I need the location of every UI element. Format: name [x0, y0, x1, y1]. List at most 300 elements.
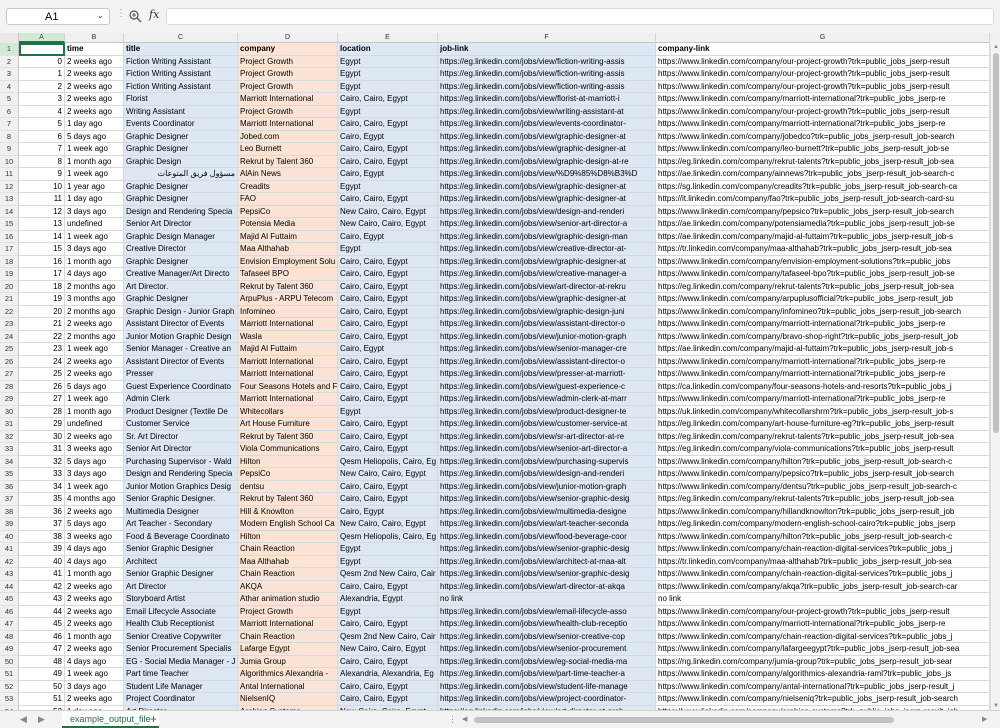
cell-job-link[interactable]: no link [438, 593, 656, 606]
row-number[interactable]: 34 [0, 456, 19, 469]
cell-title[interactable]: Junior Motion Graphic Design [124, 331, 238, 344]
cell-location[interactable]: Cairo, Cairo, Egypt [338, 681, 438, 694]
cell-company-link[interactable]: https://www.linkedin.com/company/our-project-growth?trk=public_jobs_jserp-result [656, 106, 990, 119]
cell-job-link[interactable]: https://eg.linkedin.com/jobs/view/graphic-design-at-re [438, 156, 656, 169]
cell-time[interactable]: 1 day ago [65, 193, 124, 206]
cell-company-link[interactable]: https://www.linkedin.com/company/envision-employment-solutions?trk=public_jobs [656, 256, 990, 269]
cell-location[interactable]: Cairo, Cairo, Egypt [338, 156, 438, 169]
cell-index[interactable]: 36 [19, 506, 65, 519]
cell-job-link[interactable]: https://eg.linkedin.com/jobs/view/graphic-designer-at [438, 293, 656, 306]
row-number[interactable]: 18 [0, 256, 19, 269]
cell-job-link[interactable]: https://eg.linkedin.com/jobs/view/senior-manager-cre [438, 343, 656, 356]
cell-index[interactable]: 48 [19, 656, 65, 669]
cell-job-link[interactable]: https://eg.linkedin.com/jobs/view/creative-manager-a [438, 268, 656, 281]
cell-company-link[interactable]: https://eg.linkedin.com/company/rekrut-talents?trk=public_jobs_jserp-result_job-sea [656, 431, 990, 444]
cell-time[interactable]: 1 week ago [65, 343, 124, 356]
header-cell-time[interactable]: time [65, 43, 124, 56]
cell-job-link[interactable]: https://eg.linkedin.com/jobs/view/project-coordinator- [438, 693, 656, 706]
cell-company-link[interactable]: https://www.linkedin.com/company/pepsico?trk=public_jobs_jserp-result_job-search [656, 206, 990, 219]
cell-location[interactable]: Cairo, Cairo, Egypt [338, 443, 438, 456]
row-number[interactable]: 35 [0, 468, 19, 481]
cell-location[interactable]: Cairo, Cairo, Egypt [338, 193, 438, 206]
cell-index[interactable]: 23 [19, 343, 65, 356]
cell-job-link[interactable]: https://eg.linkedin.com/jobs/view/assistant-director-o [438, 356, 656, 369]
cell-company-link[interactable]: https://eg.linkedin.com/company/art-house-furniture-eg?trk=public_jobs_jserp-result [656, 418, 990, 431]
cell-time[interactable]: 2 months ago [65, 281, 124, 294]
cell-company-link[interactable]: https://www.linkedin.com/company/marriott-international?trk=public_jobs_jserp-re [656, 393, 990, 406]
cell-company[interactable]: Jumia Group [238, 656, 338, 669]
cell-time[interactable]: 2 weeks ago [65, 506, 124, 519]
cell-company[interactable]: Majid Al Futtaim [238, 231, 338, 244]
cell-company-link[interactable]: https://www.linkedin.com/company/marriott-international?trk=public_jobs_jserp-re [656, 318, 990, 331]
cell-title[interactable]: Senior Graphic Designer. [124, 493, 238, 506]
cell-company[interactable]: Chain Reaction [238, 631, 338, 644]
cell-time[interactable]: 1 month ago [65, 568, 124, 581]
cell-company[interactable]: Algorithmics Alexandria - [238, 668, 338, 681]
cell-job-link[interactable]: https://eg.linkedin.com/jobs/view/food-beverage-coor [438, 531, 656, 544]
cell-index[interactable]: 17 [19, 268, 65, 281]
cell-company[interactable]: AKQA [238, 581, 338, 594]
cell-title[interactable]: Writing Assistant [124, 106, 238, 119]
cell-location[interactable]: Cairo, Egypt [338, 343, 438, 356]
cell-index[interactable]: 13 [19, 218, 65, 231]
cell-title[interactable]: Assistant Director of Events [124, 318, 238, 331]
cell-title[interactable]: Graphic Designer [124, 293, 238, 306]
formula-input[interactable] [166, 8, 994, 25]
row-number[interactable]: 12 [0, 181, 19, 194]
cell-title[interactable]: Purchasing Supervisor - Wald [124, 456, 238, 469]
row-number[interactable]: 1 [0, 43, 19, 56]
cell-time[interactable]: 2 weeks ago [65, 643, 124, 656]
cell-job-link[interactable]: https://eg.linkedin.com/jobs/view/graphic-designer-at [438, 193, 656, 206]
cell-company[interactable]: Marriott International [238, 618, 338, 631]
cell-company[interactable]: Rekrut by Talent 360 [238, 493, 338, 506]
cell-company-link[interactable]: https://www.linkedin.com/company/antal-international?trk=public_jobs_jserp-result_j [656, 681, 990, 694]
cell-time[interactable]: 1 month ago [65, 631, 124, 644]
cell-company[interactable]: Marriott International [238, 356, 338, 369]
cell-location[interactable]: Egypt [338, 56, 438, 69]
cell-location[interactable]: Cairo, Cairo, Egypt [338, 306, 438, 319]
cell-location[interactable]: Cairo, Egypt [338, 506, 438, 519]
header-cell-company-link[interactable]: company-link [656, 43, 990, 56]
cell-title[interactable]: Florist [124, 93, 238, 106]
cell-title[interactable]: Multimedia Designer [124, 506, 238, 519]
cell-location[interactable]: Egypt [338, 406, 438, 419]
cell-time[interactable]: 5 days ago [65, 518, 124, 531]
column-header-e[interactable]: E [338, 33, 438, 43]
cell-location[interactable]: Cairo, Egypt [338, 131, 438, 144]
cell-company[interactable]: Rekrut by Talent 360 [238, 431, 338, 444]
cell-time[interactable]: 1 month ago [65, 256, 124, 269]
cell-index[interactable]: 42 [19, 581, 65, 594]
cell-company[interactable]: Project Growth [238, 68, 338, 81]
cell-title[interactable]: Senior Art Director [124, 443, 238, 456]
cell-index[interactable]: 20 [19, 306, 65, 319]
cell-time[interactable]: 1 day ago [65, 118, 124, 131]
row-number[interactable]: 8 [0, 131, 19, 144]
cell-company-link[interactable]: https://eg.linkedin.com/company/rekrut-talents?trk=public_jobs_jserp-result_job-sea [656, 493, 990, 506]
row-number[interactable]: 13 [0, 193, 19, 206]
cell-company-link[interactable]: https://www.linkedin.com/company/lafargeegypt?trk=public_jobs_jserp-result_job-sea [656, 643, 990, 656]
cell-job-link[interactable]: https://eg.linkedin.com/jobs/view/senior-creative-cop [438, 631, 656, 644]
cell-title[interactable]: Design and Rendering Specia [124, 206, 238, 219]
row-number[interactable]: 14 [0, 206, 19, 219]
row-number[interactable]: 38 [0, 506, 19, 519]
scroll-right-icon[interactable]: ▶ [982, 716, 988, 723]
row-number[interactable]: 32 [0, 431, 19, 444]
cell-time[interactable]: 1 week ago [65, 668, 124, 681]
cell-company-link[interactable]: https://www.linkedin.com/company/our-project-growth?trk=public_jobs_jserp-result [656, 606, 990, 619]
cell-location[interactable]: Egypt [338, 181, 438, 194]
cell-job-link[interactable]: https://eg.linkedin.com/jobs/view/design-and-renderi [438, 468, 656, 481]
cell-company[interactable]: Hilton [238, 456, 338, 469]
cell-title[interactable]: Student Life Manager [124, 681, 238, 694]
cell-time[interactable]: 2 weeks ago [65, 618, 124, 631]
cell-company-link[interactable]: https://www.linkedin.com/company/our-project-growth?trk=public_jobs_jserp-result [656, 68, 990, 81]
cell-time[interactable]: 3 days ago [65, 681, 124, 694]
cell-title[interactable]: Presser [124, 368, 238, 381]
cell-company-link[interactable]: https://www.linkedin.com/company/chain-reaction-digital-services?trk=public_jobs_j [656, 631, 990, 644]
cell-job-link[interactable]: https://eg.linkedin.com/jobs/view/events-coordinator- [438, 118, 656, 131]
cell-company[interactable]: Four Seasons Hotels and F [238, 381, 338, 394]
cell-company-link[interactable]: https://www.linkedin.com/company/marriott-international?trk=public_jobs_jserp-re [656, 368, 990, 381]
cell-location[interactable]: Cairo, Cairo, Egypt [338, 281, 438, 294]
cell-time[interactable]: 2 weeks ago [65, 606, 124, 619]
cell-time[interactable]: 1 week ago [65, 143, 124, 156]
cell-company[interactable]: Project Growth [238, 81, 338, 94]
cell-job-link[interactable]: https://eg.linkedin.com/jobs/view/fiction-writing-assis [438, 56, 656, 69]
cell-company[interactable]: PepsiCo [238, 206, 338, 219]
cell-index[interactable]: 22 [19, 331, 65, 344]
scroll-left-icon[interactable]: ◀ [462, 716, 468, 723]
cell-company[interactable]: Project Growth [238, 56, 338, 69]
cell-job-link[interactable]: https://eg.linkedin.com/jobs/view/junior-motion-graph [438, 481, 656, 494]
cell-time[interactable]: 2 weeks ago [65, 356, 124, 369]
cell-index[interactable]: 7 [19, 143, 65, 156]
row-number[interactable]: 26 [0, 356, 19, 369]
cell-location[interactable]: Cairo, Cairo, Egypt [338, 93, 438, 106]
cell-location[interactable]: Cairo, Cairo, Egypt [338, 431, 438, 444]
cell-company-link[interactable]: https://www.linkedin.com/company/marriott-international?trk=public_jobs_jserp-re [656, 618, 990, 631]
cell-job-link[interactable]: https://eg.linkedin.com/jobs/view/senior-graphic-desig [438, 543, 656, 556]
cell-company-link[interactable]: https://www.linkedin.com/company/our-project-growth?trk=public_jobs_jserp-result [656, 81, 990, 94]
cell-index[interactable]: 11 [19, 193, 65, 206]
row-number[interactable]: 6 [0, 106, 19, 119]
cell-company-link[interactable]: https://www.linkedin.com/company/hilton?trk=public_jobs_jserp-result_job-search-c [656, 456, 990, 469]
cell-index[interactable]: 25 [19, 368, 65, 381]
cell-location[interactable]: Alexandria, Alexandria, Eg [338, 668, 438, 681]
cell-time[interactable]: 2 weeks ago [65, 593, 124, 606]
cell-job-link[interactable]: https://eg.linkedin.com/jobs/view/%D9%85%D8%B3%D [438, 168, 656, 181]
cell-job-link[interactable]: https://eg.linkedin.com/jobs/view/senior-graphic-desig [438, 568, 656, 581]
cell-job-link[interactable]: https://eg.linkedin.com/jobs/view/health-club-receptio [438, 618, 656, 631]
cell-company[interactable]: Envision Employment Solu [238, 256, 338, 269]
cell-company[interactable]: Rekrut by Talent 360 [238, 156, 338, 169]
cell-title[interactable]: Events Coordinator [124, 118, 238, 131]
cell-job-link[interactable]: https://eg.linkedin.com/jobs/view/florist-at-marriott-i [438, 93, 656, 106]
cell-time[interactable]: 1 week ago [65, 231, 124, 244]
cell-company[interactable]: ArpuPlus - ARPU Telecom [238, 293, 338, 306]
cell-index[interactable]: 41 [19, 568, 65, 581]
row-number[interactable]: 17 [0, 243, 19, 256]
row-number[interactable]: 37 [0, 493, 19, 506]
cell-index[interactable]: 43 [19, 593, 65, 606]
cell-company[interactable]: Majid Al Futtaim [238, 343, 338, 356]
cell-company-link[interactable]: https://www.linkedin.com/company/akqa?trk=public_jobs_jserp-result_job-search-car [656, 581, 990, 594]
cell-job-link[interactable]: https://eg.linkedin.com/jobs/view/product-designer-te [438, 406, 656, 419]
cell-title[interactable]: Graphic Designer [124, 181, 238, 194]
cell-job-link[interactable]: https://eg.linkedin.com/jobs/view/graphic-designer-at [438, 143, 656, 156]
cell-company[interactable]: Hilton [238, 531, 338, 544]
row-number[interactable]: 23 [0, 318, 19, 331]
horizontal-scroll-thumb[interactable] [474, 717, 894, 723]
row-number[interactable]: 11 [0, 168, 19, 181]
cell-time[interactable]: 1 month ago [65, 156, 124, 169]
row-number[interactable]: 39 [0, 518, 19, 531]
cell-company-link[interactable]: https://www.linkedin.com/company/our-project-growth?trk=public_jobs_jserp-result [656, 56, 990, 69]
row-number[interactable]: 7 [0, 118, 19, 131]
cell-company-link[interactable]: https://www.linkedin.com/company/marriott-international?trk=public_jobs_jserp-re [656, 356, 990, 369]
row-number[interactable]: 4 [0, 81, 19, 94]
cell-job-link[interactable]: https://eg.linkedin.com/jobs/view/art-director-at-rekru [438, 281, 656, 294]
cell-title[interactable]: Part time Teacher [124, 668, 238, 681]
cell-index[interactable]: 33 [19, 468, 65, 481]
scroll-up-icon[interactable]: ▲ [993, 44, 999, 50]
cell-index[interactable]: 9 [19, 168, 65, 181]
cell-title[interactable]: Design and Rendering Specia [124, 468, 238, 481]
cell-title[interactable]: Fiction Writing Assistant [124, 81, 238, 94]
cell-location[interactable]: Cairo, Cairo, Egypt [338, 293, 438, 306]
cell-job-link[interactable]: https://eg.linkedin.com/jobs/view/admin-clerk-at-marr [438, 393, 656, 406]
cell-company[interactable]: Marriott International [238, 318, 338, 331]
row-number[interactable]: 9 [0, 143, 19, 156]
cell-time[interactable]: 2 weeks ago [65, 106, 124, 119]
cell-company-link[interactable]: https://it.linkedin.com/company/fao?trk=public_jobs_jserp-result_job-search-card-su [656, 193, 990, 206]
cell-index[interactable]: 37 [19, 518, 65, 531]
cell-index[interactable]: 39 [19, 543, 65, 556]
cell-title[interactable]: Graphic Design [124, 156, 238, 169]
cell-company[interactable]: Leo Burnett [238, 143, 338, 156]
cell-company[interactable]: Maa Althahab [238, 556, 338, 569]
cell-title[interactable]: Architect [124, 556, 238, 569]
cell-job-link[interactable]: https://eg.linkedin.com/jobs/view/junior-motion-graph [438, 331, 656, 344]
row-number[interactable]: 3 [0, 68, 19, 81]
cell-job-link[interactable]: https://eg.linkedin.com/jobs/view/customer-service-at [438, 418, 656, 431]
cell-index[interactable]: 3 [19, 93, 65, 106]
cell-company-link[interactable]: https://www.linkedin.com/company/nielseniq?trk=public_jobs_jserp-result_job-search [656, 693, 990, 706]
row-number[interactable]: 33 [0, 443, 19, 456]
chevron-down-icon[interactable]: ⌄ [96, 10, 104, 20]
column-header-f[interactable]: F [438, 33, 656, 43]
cell-index[interactable]: 40 [19, 556, 65, 569]
cell-time[interactable]: 2 weeks ago [65, 56, 124, 69]
cell-title[interactable]: Email Lifecycle Associate [124, 606, 238, 619]
cell-time[interactable]: 2 weeks ago [65, 318, 124, 331]
cell-company-link[interactable]: https://www.linkedin.com/company/chain-reaction-digital-services?trk=public_jobs_j [656, 543, 990, 556]
cell-index[interactable]: 21 [19, 318, 65, 331]
row-number[interactable]: 15 [0, 218, 19, 231]
cell-location[interactable]: Cairo, Cairo, Egypt [338, 381, 438, 394]
column-header-d[interactable]: D [238, 33, 338, 43]
cell-company[interactable]: Infomineo [238, 306, 338, 319]
cell-index[interactable]: 14 [19, 231, 65, 244]
cell-company-link[interactable]: https://ca.linkedin.com/company/four-seasons-hotels-and-resorts?trk=public_jobs_j [656, 381, 990, 394]
cell-job-link[interactable]: https://eg.linkedin.com/jobs/view/email-lifecycle-asso [438, 606, 656, 619]
cell-company-link[interactable]: https://www.linkedin.com/company/algorithmics-alexandria-raml?trk=public_jobs_js [656, 668, 990, 681]
cell-location[interactable]: Cairo, Cairo, Egypt [338, 618, 438, 631]
cell-company[interactable]: Marriott International [238, 93, 338, 106]
cell-time[interactable]: 4 days ago [65, 268, 124, 281]
cell-time[interactable]: 1 week ago [65, 393, 124, 406]
cell-title[interactable]: Art Teacher - Secondary [124, 518, 238, 531]
cell-location[interactable]: Qesm 2nd New Cairo, Cair [338, 631, 438, 644]
cell-title[interactable]: Senior Art Director [124, 218, 238, 231]
row-number[interactable]: 5 [0, 93, 19, 106]
insert-function-icon[interactable]: fx [149, 8, 160, 21]
row-number[interactable]: 42 [0, 556, 19, 569]
cell-time[interactable]: 4 days ago [65, 556, 124, 569]
row-number[interactable]: 20 [0, 281, 19, 294]
cell-company[interactable]: Hill & Knowlton [238, 506, 338, 519]
cell-location[interactable]: New Cairo, Cairo, Egypt [338, 206, 438, 219]
vertical-scrollbar[interactable] [990, 43, 1000, 710]
cell-time[interactable]: 2 weeks ago [65, 81, 124, 94]
cell-company-link[interactable]: https://eg.linkedin.com/company/modern-english-school-cairo?trk=public_jobs_jserp [656, 518, 990, 531]
cell-index[interactable]: 6 [19, 131, 65, 144]
cell-index[interactable]: 26 [19, 381, 65, 394]
cell-index[interactable]: 51 [19, 693, 65, 706]
cell-company-link[interactable]: https://eg.linkedin.com/company/rekrut-talents?trk=public_jobs_jserp-result_job-sea [656, 156, 990, 169]
cell-title[interactable]: Customer Service [124, 418, 238, 431]
cell-time[interactable]: 2 months ago [65, 331, 124, 344]
cell-location[interactable]: Egypt [338, 606, 438, 619]
cell-company-link[interactable]: https://www.linkedin.com/company/hilton?trk=public_jobs_jserp-result_job-search-c [656, 531, 990, 544]
row-number[interactable]: 46 [0, 606, 19, 619]
cell-company-link[interactable]: https://sg.linkedin.com/company/creadits?trk=public_jobs_jserp-result_job-search-ca [656, 181, 990, 194]
cell-index[interactable]: 28 [19, 406, 65, 419]
cell-company[interactable]: Chain Reaction [238, 568, 338, 581]
cell-index[interactable]: 16 [19, 256, 65, 269]
cell-time[interactable]: 1 week ago [65, 168, 124, 181]
cell-time[interactable]: 5 days ago [65, 456, 124, 469]
prev-sheet-icon[interactable]: ◀ [20, 714, 27, 724]
cell-company[interactable]: Jobed.com [238, 131, 338, 144]
cell-title[interactable]: Sr. Art Director [124, 431, 238, 444]
row-number[interactable]: 47 [0, 618, 19, 631]
row-number[interactable]: 41 [0, 543, 19, 556]
cell-index[interactable]: 30 [19, 431, 65, 444]
row-number[interactable]: 31 [0, 418, 19, 431]
cell-title[interactable]: Graphic Design Manager [124, 231, 238, 244]
cell-location[interactable]: Cairo, Egypt [338, 231, 438, 244]
row-number[interactable]: 2 [0, 56, 19, 69]
row-number[interactable]: 25 [0, 343, 19, 356]
cell-location[interactable]: Cairo, Cairo, Egypt [338, 656, 438, 669]
row-number[interactable]: 50 [0, 656, 19, 669]
header-cell-title[interactable]: title [124, 43, 238, 56]
cell-location[interactable]: Cairo, Cairo, Egypt [338, 418, 438, 431]
cell-location[interactable]: Cairo, Cairo, Egypt [338, 256, 438, 269]
cell-company-link[interactable]: https://www.linkedin.com/company/tafaseel-bpo?trk=public_jobs_jserp-result_job-se [656, 268, 990, 281]
cell-job-link[interactable]: https://eg.linkedin.com/jobs/view/senior-graphic-desig [438, 493, 656, 506]
cell-index[interactable]: 19 [19, 293, 65, 306]
cell-location[interactable]: Cairo, Cairo, Egypt [338, 693, 438, 706]
cell-time[interactable]: 4 days ago [65, 656, 124, 669]
cell-time[interactable]: 1 year ago [65, 181, 124, 194]
cell-company-link[interactable]: https://www.linkedin.com/company/hillandknowlton?trk=public_jobs_jserp-result_job [656, 506, 990, 519]
cell-time[interactable]: 3 days ago [65, 206, 124, 219]
cell-location[interactable]: New Cairo, Cairo, Egypt [338, 518, 438, 531]
cell-title[interactable]: Admin Clerk [124, 393, 238, 406]
column-header-a[interactable]: A [19, 33, 65, 43]
cell-location[interactable]: Cairo, Cairo, Egypt [338, 393, 438, 406]
cell-index[interactable]: 24 [19, 356, 65, 369]
cell-company-link[interactable]: https://tr.linkedin.com/company/maa-althahab?trk=public_jobs_jserp-result_job-sea [656, 556, 990, 569]
cell-location[interactable]: Qesm 2nd New Cairo, Cair [338, 568, 438, 581]
cell-time[interactable]: 5 days ago [65, 381, 124, 394]
cell-index[interactable]: 29 [19, 418, 65, 431]
cell-time[interactable]: undefined [65, 218, 124, 231]
cell-job-link[interactable]: https://eg.linkedin.com/jobs/view/purchasing-supervis [438, 456, 656, 469]
cell-company-link[interactable]: https://eg.linkedin.com/company/rekrut-talents?trk=public_jobs_jserp-result_job-sea [656, 281, 990, 294]
cell-index[interactable]: 5 [19, 118, 65, 131]
row-number[interactable]: 53 [0, 693, 19, 706]
cell-company-link[interactable]: https://www.linkedin.com/company/dentsu?trk=public_jobs_jserp-result_job-search-c [656, 481, 990, 494]
cell-company[interactable]: AlAin News [238, 168, 338, 181]
cell-title[interactable]: Food & Beverage Coordinato [124, 531, 238, 544]
cell-company[interactable]: Whitecollars [238, 406, 338, 419]
cell-job-link[interactable]: https://eg.linkedin.com/jobs/view/part-time-teacher-a [438, 668, 656, 681]
cell-time[interactable]: 4 months ago [65, 493, 124, 506]
cell-index[interactable]: 49 [19, 668, 65, 681]
cell-title[interactable]: Product Designer (Textile De [124, 406, 238, 419]
row-number[interactable]: 27 [0, 368, 19, 381]
cell-location[interactable]: Cairo, Cairo, Egypt [338, 118, 438, 131]
cell-title[interactable]: Art Director [124, 581, 238, 594]
cell-company-link[interactable]: no link [656, 593, 990, 606]
cell-index[interactable]: 45 [19, 618, 65, 631]
row-number[interactable]: 51 [0, 668, 19, 681]
cell-index[interactable]: 15 [19, 243, 65, 256]
cell-index[interactable]: 50 [19, 681, 65, 694]
cell-company-link[interactable]: https://ae.linkedin.com/company/potensiamedia?trk=public_jobs_jserp-result_job-se [656, 218, 990, 231]
cell-title[interactable]: Graphic Design - Junior Graph [124, 306, 238, 319]
cell-index[interactable]: 47 [19, 643, 65, 656]
cell-company[interactable]: Art House Furniture [238, 418, 338, 431]
cell-location[interactable]: Cairo, Cairo, Egypt [338, 268, 438, 281]
cell-company[interactable]: Chain Reaction [238, 543, 338, 556]
cell-company-link[interactable]: https://ae.linkedin.com/company/majid-al-futtaim?trk=public_jobs_jserp-result_job-s [656, 343, 990, 356]
cell-company[interactable]: Maa Althahab [238, 243, 338, 256]
row-number[interactable]: 45 [0, 593, 19, 606]
cell-title[interactable]: Senior Procurement Specialis [124, 643, 238, 656]
cell-location[interactable]: Egypt [338, 543, 438, 556]
cell-location[interactable]: Egypt [338, 243, 438, 256]
cell-job-link[interactable]: https://eg.linkedin.com/jobs/view/presser-at-marriott- [438, 368, 656, 381]
cell-index[interactable]: 34 [19, 481, 65, 494]
header-cell-company[interactable]: company [238, 43, 338, 56]
cell-time[interactable]: 2 weeks ago [65, 693, 124, 706]
cell-index[interactable]: 46 [19, 631, 65, 644]
cell-location[interactable]: Cairo, Cairo, Egypt [338, 356, 438, 369]
cell-time[interactable]: 2 weeks ago [65, 431, 124, 444]
cell-time[interactable]: 3 days ago [65, 468, 124, 481]
cell-location[interactable]: Alexandria, Egypt [338, 593, 438, 606]
cell-index[interactable]: 12 [19, 206, 65, 219]
cell-job-link[interactable]: https://eg.linkedin.com/jobs/view/graphic-designer-at [438, 181, 656, 194]
cell-time[interactable]: 2 weeks ago [65, 368, 124, 381]
cell-index[interactable]: 4 [19, 106, 65, 119]
